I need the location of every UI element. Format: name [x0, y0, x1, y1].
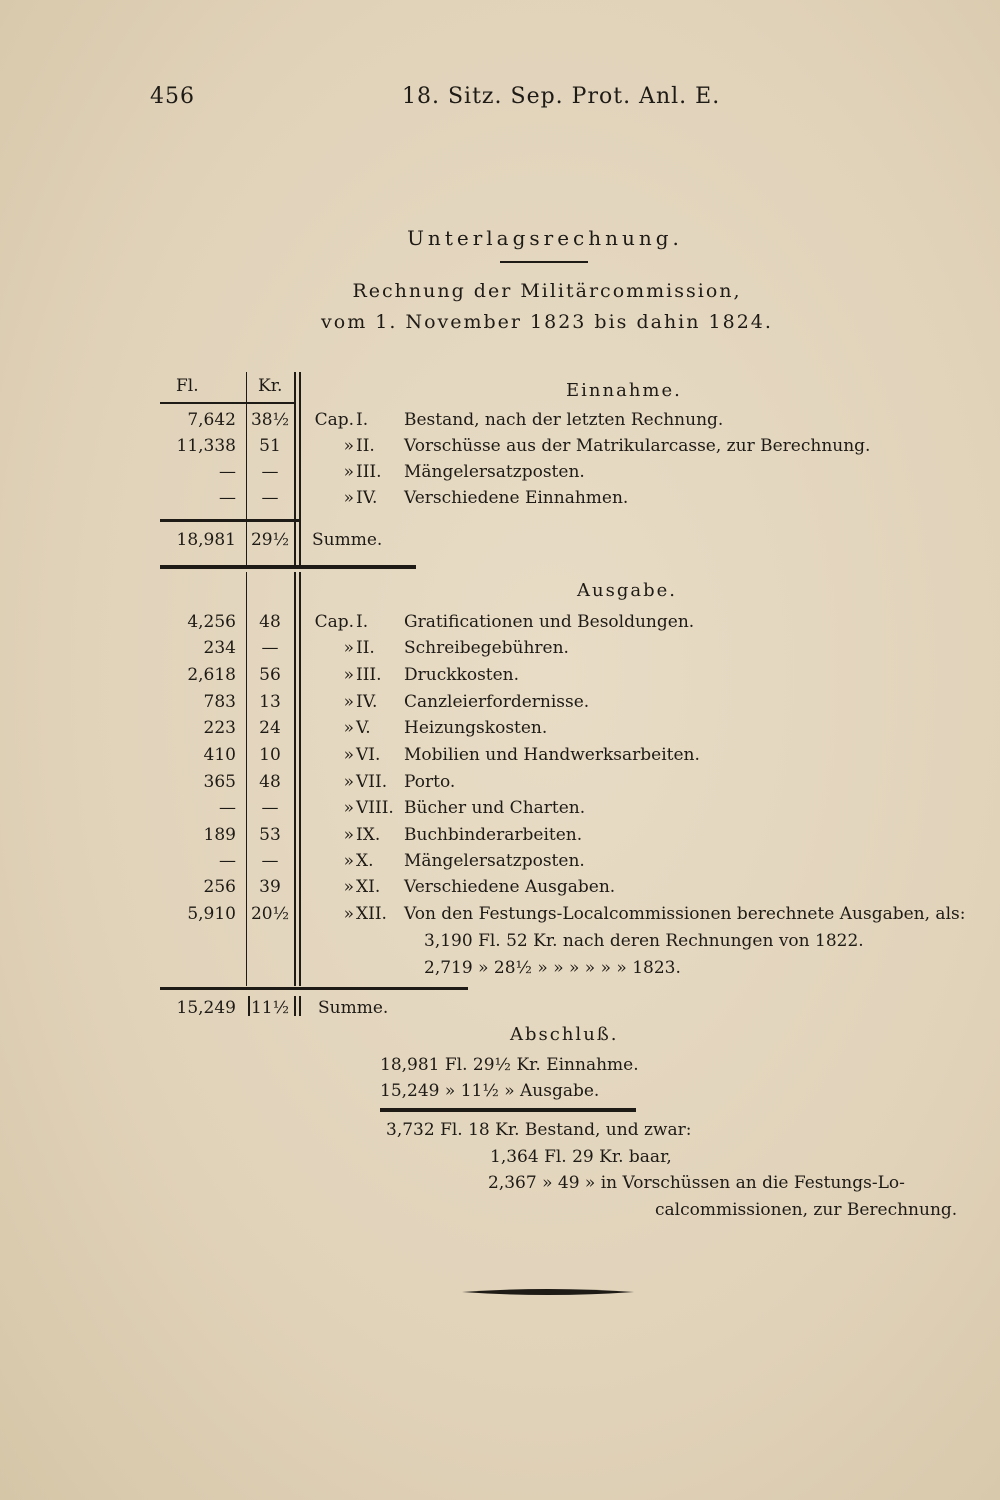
amount-kr: — [261, 851, 279, 871]
expense-row [0, 825, 1000, 851]
amount-fl: — [219, 462, 236, 482]
item-description: Bücher und Charten. [404, 798, 586, 818]
page-number: 456 [150, 84, 195, 109]
subtitle-line-2: vom 1. November 1823 bis dahin 1824. [321, 311, 773, 333]
closing-expense-line: 15,249 » 11½ » Ausgabe. [380, 1081, 600, 1101]
expense-row [0, 904, 1000, 930]
amount-fl: — [219, 488, 236, 508]
cap-number: IX. [356, 825, 381, 845]
amount-fl: — [219, 851, 236, 871]
cap-number: VIII. [356, 798, 394, 818]
closing-balance-line: 3,732 Fl. 18 Kr. Bestand, und zwar: [386, 1120, 692, 1140]
cap-number: I. [356, 410, 369, 430]
cap-number: IV. [356, 488, 378, 508]
cap-label: » [343, 798, 354, 818]
expense-row [0, 745, 1000, 771]
item-description: Gratificationen und Besoldungen. [404, 612, 695, 632]
document-title: Unterlagsrechnung. [407, 226, 683, 250]
cap-number: III. [356, 665, 382, 685]
closing-cash-line: 1,364 Fl. 29 Kr. baar, [490, 1147, 672, 1167]
amount-kr: 48 [259, 612, 281, 632]
amount-kr: — [261, 462, 279, 482]
income-row [0, 462, 1000, 488]
subtitle-line-1: Rechnung der Militärcommission, [352, 280, 742, 302]
item-description: Schreibegebühren. [404, 638, 569, 658]
cap-label: » [343, 877, 354, 897]
item-description: Bestand, nach der letzten Rechnung. [404, 410, 724, 430]
cap-label: » [343, 692, 354, 712]
amount-fl: 783 [203, 692, 236, 712]
cap-label: » [343, 745, 354, 765]
cap-number: IV. [356, 692, 378, 712]
cap-label: » [343, 436, 354, 456]
amount-fl: 256 [203, 877, 236, 897]
item-description: Mängelersatzposten. [404, 851, 585, 871]
item-description: Heizungskosten. [404, 718, 548, 738]
section-divider-rule [160, 565, 416, 569]
cap-number: VI. [356, 745, 381, 765]
cap-label: Cap. [314, 612, 354, 632]
cap-label: » [343, 904, 354, 924]
amount-kr: 53 [259, 825, 281, 845]
amount-kr: — [261, 488, 279, 508]
cap-number: II. [356, 436, 375, 456]
amount-fl: 189 [203, 825, 236, 845]
expense-row [0, 665, 1000, 691]
item-description: Vorschüsse aus der Matrikularcasse, zur Berechnung. [404, 436, 871, 456]
income-sum-rule [160, 519, 300, 522]
amount-kr: — [261, 798, 279, 818]
cap-number: V. [356, 718, 371, 738]
running-title: 18. Sitz. Sep. Prot. Anl. E. [402, 84, 721, 109]
income-sum-fl: 18,981 [176, 530, 236, 550]
expense-sum-kr: 11½ [250, 998, 290, 1018]
income-row [0, 488, 1000, 514]
amount-kr: 38½ [250, 410, 290, 430]
closing-advance-line-2: calcommissionen, zur Berechnung. [655, 1200, 958, 1220]
amount-kr: 51 [259, 436, 281, 456]
cap-label: Cap. [314, 410, 354, 430]
column-header-rule [160, 402, 296, 404]
income-heading: Einnahme. [566, 380, 682, 401]
item-description: Von den Festungs-Localcommissionen berechnete Ausgaben, als: [404, 904, 966, 924]
cap-label: » [343, 851, 354, 871]
cap-number: III. [356, 462, 382, 482]
cap-number: II. [356, 638, 375, 658]
sum-rule-tick-1 [248, 996, 250, 1016]
cap-label: » [343, 638, 354, 658]
amount-kr: 48 [259, 772, 281, 792]
item-description: Druckkosten. [404, 665, 520, 685]
column-header-fl: Fl. [176, 376, 199, 396]
expense-heading: Ausgabe. [577, 580, 677, 601]
item-description: Verschiedene Ausgaben. [404, 877, 616, 897]
income-sum-kr: 29½ [250, 530, 290, 550]
cap-number: X. [356, 851, 374, 871]
expense-row [0, 718, 1000, 744]
end-ornament-rule [462, 1286, 634, 1298]
amount-kr: 39 [259, 877, 281, 897]
cap-label: » [343, 825, 354, 845]
amount-fl: 2,618 [187, 665, 236, 685]
expense-sum-label: Summe. [318, 998, 389, 1018]
amount-fl: 7,642 [187, 410, 236, 430]
expense-detail-1823: 2,719 » 28½ » » » » » » 1823. [424, 958, 681, 978]
income-row [0, 436, 1000, 462]
cap-number: I. [356, 612, 369, 632]
title-divider [500, 261, 588, 263]
expense-row [0, 612, 1000, 638]
cap-label: » [343, 665, 354, 685]
closing-advance-line: 2,367 » 49 » in Vorschüssen an die Festungs-Lo- [488, 1173, 905, 1193]
expense-detail-1822: 3,190 Fl. 52 Kr. nach deren Rechnungen von 1822. [424, 931, 864, 951]
cap-number: XI. [356, 877, 381, 897]
expense-row [0, 851, 1000, 877]
item-description: Verschiedene Einnahmen. [404, 488, 629, 508]
amount-fl: 4,256 [187, 612, 236, 632]
cap-label: » [343, 488, 354, 508]
amount-kr: 56 [259, 665, 281, 685]
amount-kr: 20½ [250, 904, 290, 924]
cap-number: XII. [356, 904, 387, 924]
item-description: Mängelersatzposten. [404, 462, 585, 482]
item-description: Porto. [404, 772, 456, 792]
expense-row [0, 877, 1000, 903]
income-sum-label: Summe. [312, 530, 383, 550]
expense-row [0, 772, 1000, 798]
closing-heading: Abschluß. [510, 1024, 619, 1045]
amount-fl: 234 [203, 638, 236, 658]
amount-fl: 11,338 [176, 436, 236, 456]
cap-label: » [343, 718, 354, 738]
expense-sum-rule [160, 987, 468, 990]
item-description: Buchbinderarbeiten. [404, 825, 583, 845]
amount-fl: 223 [203, 718, 236, 738]
amount-fl: — [219, 798, 236, 818]
cap-label: » [343, 462, 354, 482]
amount-fl: 5,910 [187, 904, 236, 924]
sum-rule-tick-2 [294, 996, 296, 1016]
income-row [0, 410, 1000, 436]
closing-income-line: 18,981 Fl. 29½ Kr. Einnahme. [380, 1055, 639, 1075]
cap-number: VII. [356, 772, 388, 792]
amount-fl: 365 [203, 772, 236, 792]
amount-kr: 24 [259, 718, 281, 738]
item-description: Mobilien und Handwerksarbeiten. [404, 745, 700, 765]
column-header-kr: Kr. [258, 376, 283, 396]
amount-kr: 10 [259, 745, 281, 765]
expense-row [0, 798, 1000, 824]
item-description: Canzleierfordernisse. [404, 692, 590, 712]
amount-kr: 13 [259, 692, 281, 712]
expense-row [0, 638, 1000, 664]
amount-fl: 410 [203, 745, 236, 765]
expense-sum-fl: 15,249 [176, 998, 236, 1018]
closing-rule [380, 1108, 636, 1112]
sum-rule-tick-3 [299, 996, 301, 1016]
cap-label: » [343, 772, 354, 792]
amount-kr: — [261, 638, 279, 658]
expense-row [0, 692, 1000, 718]
